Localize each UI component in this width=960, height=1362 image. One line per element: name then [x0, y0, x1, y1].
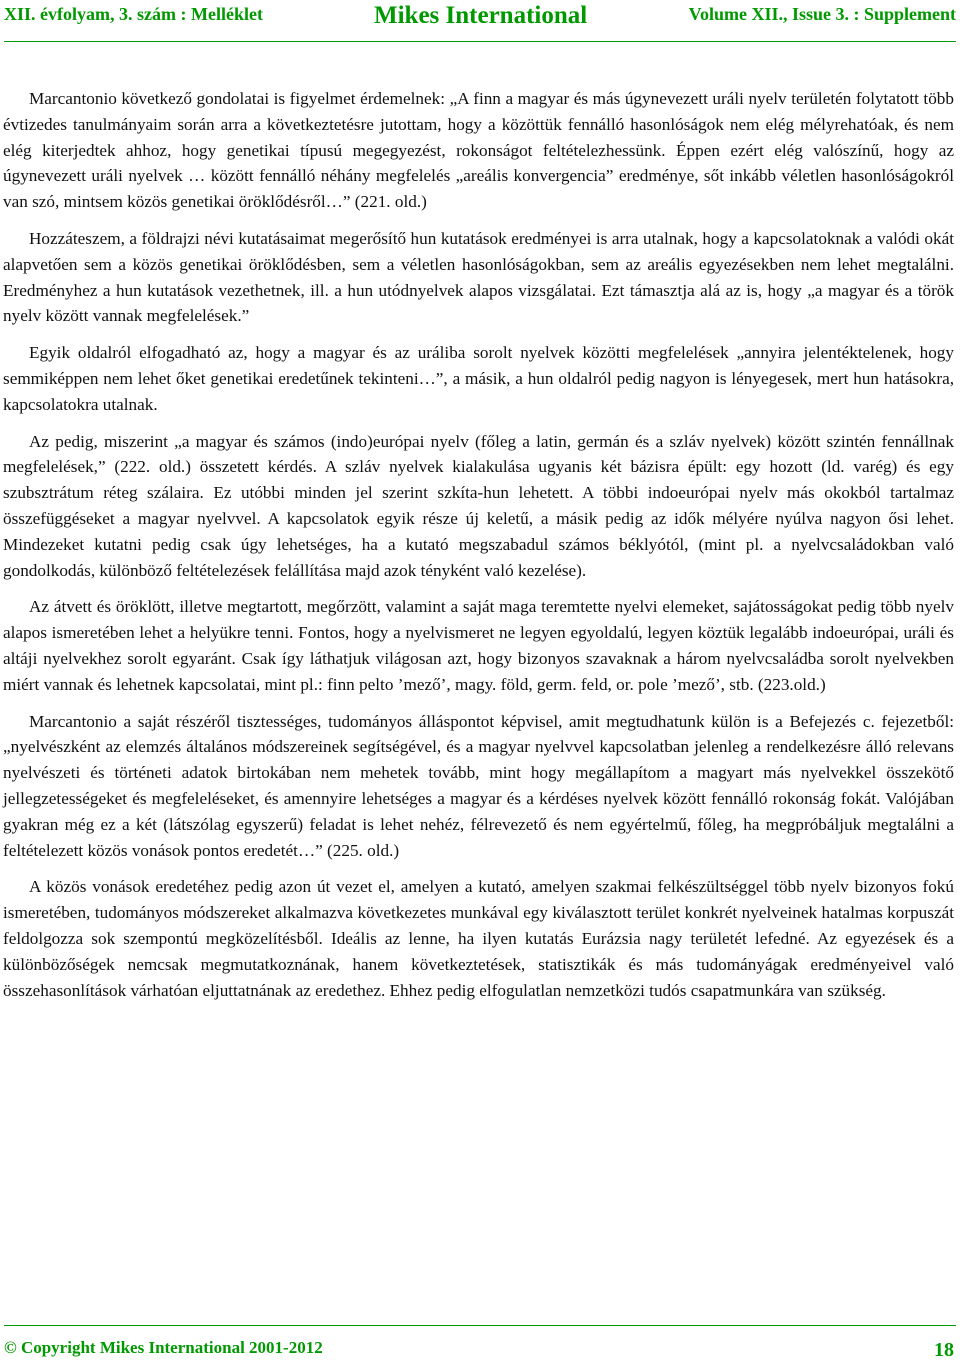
- paragraph-1: Marcantonio következő gondolatai is figyelmet érdemelnek: „A finn a magyar és más úgynevezett uráli nyelv területén folytatott több évtizedes tanulmányaim során arra a következtetésre jutottam, hogy a közöttük fennálló hasonlóságok nem elég mélyrehatóak, és nem elég kiterjedtek ahhoz, hogy genetikai típusú megegyezést, rokonságot feltételezhessünk. Éppen ezért elég valószínű, hogy az úgynevezett uráli nyelvek … között fennálló néhány megfelelés „areális konvergencia” eredménye, sőt inkább véletlen hasonlóságokról van szó, mintsem közös genetikai öröklődésről…” (221. old.): [3, 89, 954, 212]
- header-journal-title: Mikes International: [374, 2, 588, 29]
- footer-rule: [4, 1325, 956, 1326]
- header-volume-english: Volume XII., Issue 3. : Supplement: [688, 4, 956, 24]
- header-volume-hungarian: XII. évfolyam, 3. szám : Melléklet: [4, 4, 263, 24]
- article-body: [3, 86, 954, 1014]
- page-footer: [4, 1325, 956, 1361]
- header-rule: [4, 41, 956, 42]
- paragraph-3: Egyik oldalról elfogadható az, hogy a magyar és az uráliba sorolt nyelvek közötti megfelelések „annyira jelentéktelenek, hogy semmiképpen nem lehet őket genetikai eredetűnek tekinteni…”, a másik, a hun oldalról pedig nagyon is lényegesek, mert hun hatásokra, kapcsolatokra utalnak.: [3, 343, 954, 414]
- paragraph-4: Az pedig, miszerint „a magyar és számos (indo)európai nyelv (főleg a latin, germán és a szláv nyelvek) között szintén fennállnak megfelelések,” (222. old.) összetett kérdés. A szláv nyelvek kialakulása ugyanis két bázisra épült: egy hozott (ld. varég) és egy szubsztrátum réteg szálaira. Ez utóbbi minden jel szerint szkíta-hun lehetett. A többi indoeurópai nyelv más okokból tartalmaz összefüggéseket a magyar nyelvvel. A kapcsolatok egyik része új keletű, a másik pedig az idők mélyére nyúlva nagyon ősi lehet. Mindezeket kutatni pedig csak úgy lehetséges, ha a kutató megszabadul számos béklyótól, (mint pl. a nyelvcsaládokban való gondolkodás, különböző feltételezések felállítása majd azok tényként való kezelése).: [3, 431, 954, 580]
- paragraph-5: Az átvett és öröklött, illetve megtartott, megőrzött, valamint a saját maga teremtette nyelvi elemeket, sajátosságokat pedig több nyelv alapos ismeretében lehet a helyükre tenni. Fontos, hogy a nyelvismeret ne legyen egyoldalú, legyen köztük legalább indoeurópai, uráli és altáji nyelvekhez sorolt egyaránt. Csak így láthatjuk világosan azt, hogy bizonyos szavaknak a három nyelvcsaládba sorolt nyelvekben miért vannak és lehetnek kapcsolatai, mint pl.: finn pelto ’mező’, magy. föld, germ. feld, or. pole ’mező’, stb. (223.old.): [3, 597, 954, 694]
- paragraph-6: Marcantonio a saját részéről tisztességes, tudományos álláspontot képvisel, amit megtudhatunk külön is a Befejezés c. fejezetből: „nyelvészként az elemzés általános módszereinek segítségével, és a magyar nyelvvel kapcsolatban jelenleg a rendelkezésre álló relevans nyelvészeti és történeti adatok birtokában nem mehetek tovább, mint hogy megállapítom a magyart más nyelvekkel összekötő jellegzetességeket és megfeleléseket, és amennyire lehetséges a magyar és a kérdéses nyelvek között fennálló rokonság fokát. Valójában gyakran még ez a két (látszólag egyszerű) feladat is lehet nehéz, félrevezető és nem egyértelmű, főleg, ha megpróbáljuk megtalálni a feltételezett közös vonások pontos eredetét…” (225. old.): [3, 711, 954, 860]
- page-number: 18: [934, 1339, 954, 1361]
- paragraph-7: A közös vonások eredetéhez pedig azon út vezet el, amelyen a kutató, amelyen szakmai felkészültséggel több nyelv bizonyos fokú ismeretében, tudományos módszereket alkalmazva következetes munkával egy kiválasztott terület konkrét nyelveinek hatalmas korpuszát feldolgozza sok szempontú megközelítésből. Ideális az lenne, ha ilyen kutatás Eurázsia nagy területét lefedné. Az egyezések és a különbözőségek nemcsak megmutatkoznának, hanem következtetések, statisztikák és más tudományágak eredményeivel való összehasonlítások várhatóan eljuttatnának az eredethez. Ehhez pedig elfogulatlan nemzetközi tudós csapatmunkára van szükség.: [3, 877, 954, 1000]
- paragraph-2: Hozzáteszem, a földrajzi névi kutatásaimat megerősítő hun kutatások eredményei is arra utalnak, hogy a kapcsolatoknak a valódi okát alapvetően sem a közös genetikai öröklődésben, sem a véletlen hasonlóságokban, sem az areális egyezésekben nem lehet megtalálni. Eredményhez a hun kutatások vezethetnek, ill. a hun utódnyelvek alapos vizsgálatai. Ezt támasztja alá az is, hogy „a magyar és a török nyelv között vannak megfelelések.”: [3, 228, 954, 326]
- footer-copyright: © Copyright Mikes International 2001-2012: [4, 1338, 323, 1357]
- page-header: [4, 0, 956, 44]
